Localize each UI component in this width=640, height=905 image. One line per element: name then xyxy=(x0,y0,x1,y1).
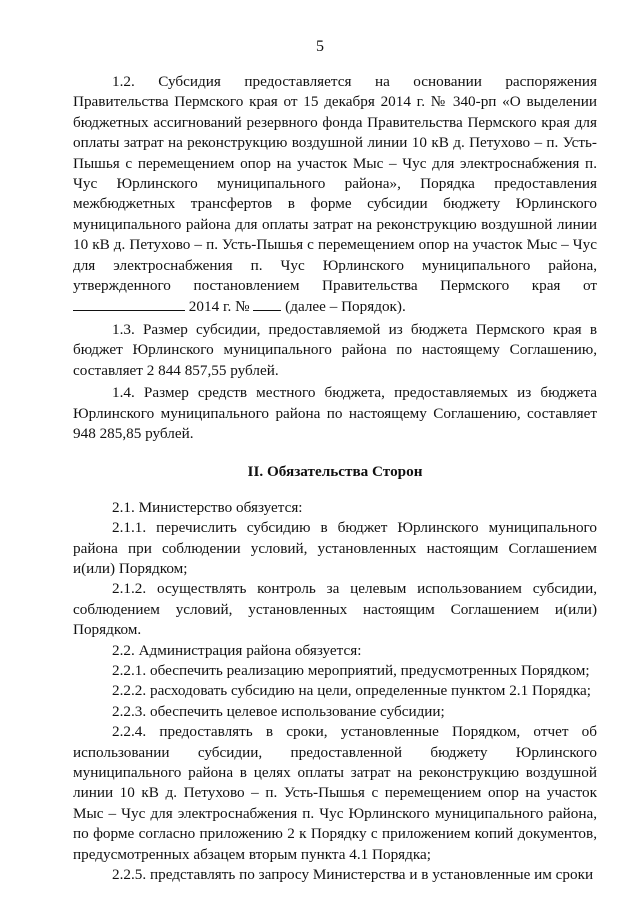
paragraph-1-2-tail: (далее – Порядок). xyxy=(285,298,406,316)
paragraph-1-2 xyxy=(73,72,597,318)
document-body xyxy=(73,72,597,885)
paragraph-2-1: 2.1. Министерство обязуется: xyxy=(112,498,303,516)
date-blank xyxy=(73,296,185,311)
section-heading-2: II. Обязательства Сторон xyxy=(247,463,423,481)
paragraph-2-2-3: 2.2.3. обеспечить целевое использование субсидии; xyxy=(112,702,445,720)
paragraph-1-2-text: 1.2. Субсидия предоставляется на основании распоряжения Правительства Пермского края от 15 декабря 2014 г. № 340-рп «О выделении бюджетных ассигнований резервного фонда Правительства Пермского края для оплаты затрат на реконструкцию воздушной линии 10 кВ д. Петухово – п. Усть-Пышья с перемещением опор на участок Мыс – Чус для электроснабжения п. Чус Юрлинского муниципального района», Порядка предоставления межбюджетных трансфертов в форме субсидии бюджету Юрлинского муниципального района для оплаты затрат на реконструкцию воздушной линии 10 кВ д. Петухово – п. Усть-Пышья с перемещением опор на участок Мыс – Чус для электроснабжения п. Чус Юрлинского муниципального района, утвержденного постановлением Правительства Пермского края от xyxy=(73,73,597,295)
paragraph-2-1-2: 2.1.2. осуществлять контроль за целевым использованием субсидии, соблюдением условий, установленных настоящим Соглашением и(или) Порядком. xyxy=(73,580,597,639)
page-number: 5 xyxy=(316,38,324,55)
paragraph-2-2-5: 2.2.5. представлять по запросу Министерства и в установленные им сроки xyxy=(112,866,594,884)
paragraph-2-1-1: 2.1.1. перечислить субсидию в бюджет Юрлинского муниципального района при соблюдении условий, установленных настоящим Соглашением и(или) Порядком; xyxy=(73,519,597,577)
number-blank xyxy=(253,296,281,311)
paragraph-2-2: 2.2. Администрация района обязуется: xyxy=(112,641,362,659)
paragraph-2-2-2: 2.2.2. расходовать субсидию на цели, определенные пунктом 2.1 Порядка; xyxy=(112,682,591,700)
paragraph-2-2-1: 2.2.1. обеспечить реализацию мероприятий, предусмотренных Порядком; xyxy=(112,661,590,679)
paragraph-1-3: 1.3. Размер субсидии, предоставляемой из бюджета Пермского края в бюджет Юрлинского муниципального района по настоящему Соглашению, составляет 2 844 857,55 рублей. xyxy=(73,320,597,379)
paragraph-2-2-4: 2.2.4. предоставлять в сроки, установленные Порядком, отчет об использовании субсидии, предоставленной бюджету Юрлинского муниципального района в целях оплаты затрат на реконструкцию воздушной линии 10 кВ д. Петухово – п. Усть-Пышья с перемещением опор на участок Мыс – Чус для электроснабжения п. Чус Юрлинского муниципального района, по форме согласно приложению 2 к Порядку с приложением копий документов, предусмотренных абзацем вторым пункта 4.1 Порядка; xyxy=(73,723,597,863)
paragraph-1-2-year: 2014 г. № xyxy=(188,298,250,316)
paragraph-1-4: 1.4. Размер средств местного бюджета, предоставляемых из бюджета Юрлинского муниципального района по настоящему Соглашению, составляет 948 285,85 рублей. xyxy=(73,384,597,442)
